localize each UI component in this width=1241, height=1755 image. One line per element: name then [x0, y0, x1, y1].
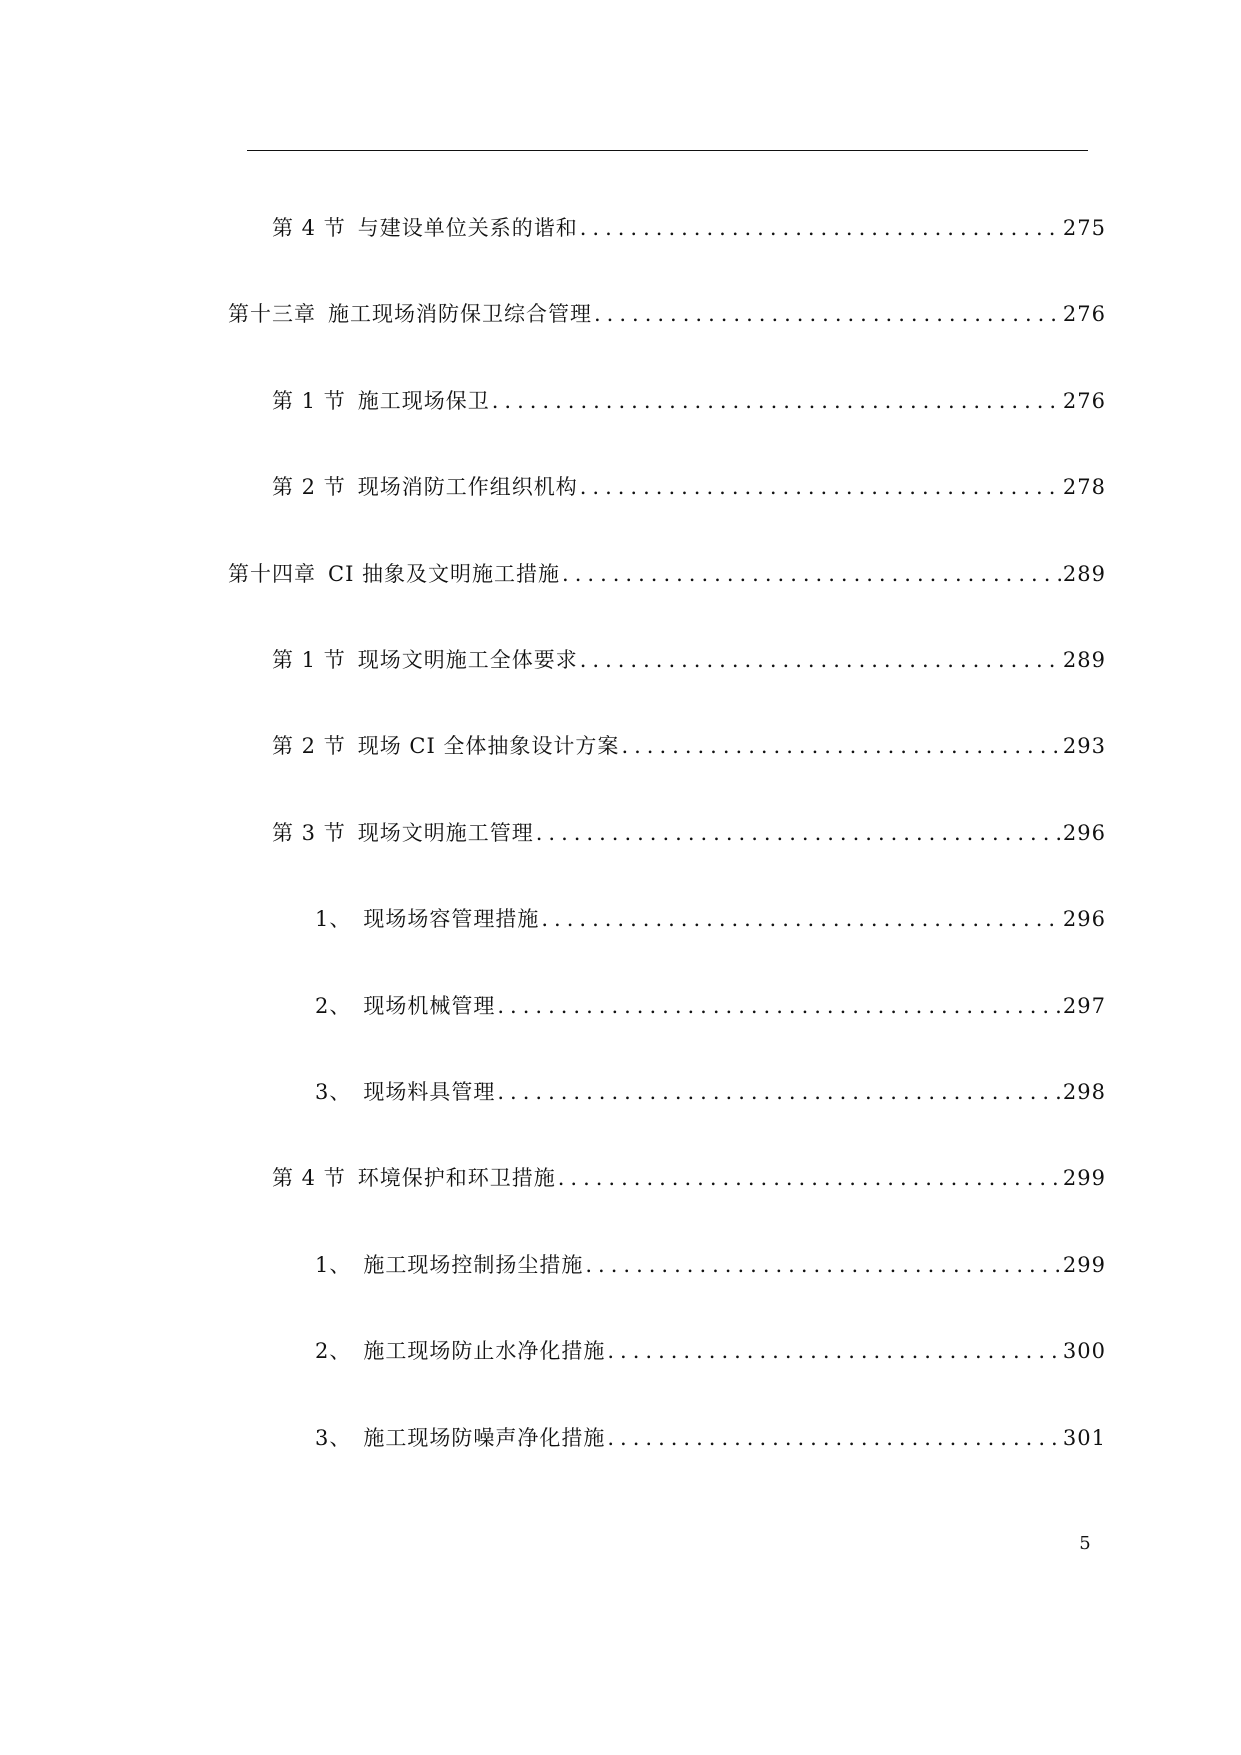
toc-dot-leader — [594, 296, 1061, 332]
toc-entry-title — [228, 296, 592, 332]
toc-dot-leader — [497, 988, 1061, 1024]
toc-dot-leader — [621, 728, 1060, 764]
toc-entry-text: 现场料具管理 — [363, 1080, 496, 1104]
toc-entry-page: 289 — [1062, 562, 1106, 586]
toc-entry-page: 296 — [1062, 821, 1106, 845]
toc-entry-text: CI 抽象及文明施工措施 — [328, 562, 561, 586]
toc-entry[interactable] — [228, 556, 1106, 592]
toc-entry-number: 2、 — [315, 1339, 352, 1363]
toc-entry-text: 现场文明施工管理 — [357, 821, 534, 845]
toc-entry[interactable] — [315, 1247, 1106, 1283]
toc-dot-leader — [580, 469, 1061, 505]
toc-entry-title — [272, 210, 578, 246]
toc-entry-text: 施工现场防止水净化措施 — [363, 1339, 606, 1363]
toc-entry[interactable] — [272, 469, 1106, 505]
toc-dot-leader — [607, 1333, 1061, 1369]
toc-entry-number: 3、 — [315, 1080, 352, 1104]
toc-entry[interactable] — [315, 988, 1106, 1024]
toc-dot-leader — [492, 383, 1061, 419]
toc-entry[interactable] — [228, 296, 1106, 332]
toc-entry-text: 施工现场控制扬尘措施 — [363, 1253, 584, 1277]
toc-entry-title — [228, 556, 560, 592]
toc-entry-title — [272, 383, 490, 419]
toc-entry[interactable] — [272, 1160, 1106, 1196]
toc-dot-leader — [497, 1074, 1061, 1110]
toc-entry-page: 276 — [1062, 389, 1106, 413]
toc-entry-title — [315, 1420, 605, 1456]
toc-entry-number: 1、 — [315, 907, 352, 931]
toc-entry[interactable] — [315, 1420, 1106, 1456]
toc-dot-leader — [558, 1160, 1061, 1196]
toc-entry-text: 施工现场防噪声净化措施 — [363, 1426, 606, 1450]
toc-entry-page: 289 — [1062, 648, 1106, 672]
toc-entry-text: 现场机械管理 — [363, 994, 496, 1018]
toc-entry-number: 3、 — [315, 1426, 352, 1450]
toc-entry-text: 环境保护和环卫措施 — [357, 1166, 556, 1190]
toc-entry[interactable] — [315, 901, 1106, 937]
toc-entry-page: 297 — [1062, 994, 1106, 1018]
toc-entry-page: 301 — [1062, 1426, 1106, 1450]
toc-entry[interactable] — [272, 642, 1106, 678]
toc-entry-title — [315, 1333, 605, 1369]
toc-entry-title — [315, 901, 539, 937]
toc-entry-title — [272, 1160, 556, 1196]
toc-entry-number: 第 2 节 — [272, 734, 346, 758]
toc-entry-page: 276 — [1062, 302, 1106, 326]
toc-entry[interactable] — [272, 383, 1106, 419]
toc-dot-leader — [580, 210, 1061, 246]
toc-entry-text: 与建设单位关系的谐和 — [357, 216, 578, 240]
toc-entry-text: 现场场容管理措施 — [363, 907, 540, 931]
toc-entry[interactable] — [272, 728, 1106, 764]
toc-entry-text: 现场文明施工全体要求 — [357, 648, 578, 672]
toc-entry-title — [315, 988, 495, 1024]
toc-entry-page: 298 — [1062, 1080, 1106, 1104]
toc-entry-number: 第 3 节 — [272, 821, 346, 845]
toc-entry-title — [315, 1247, 583, 1283]
toc-entry-text: 现场 CI 全体抽象设计方案 — [357, 734, 620, 758]
toc-dot-leader — [607, 1420, 1061, 1456]
toc-entry-title — [272, 642, 578, 678]
toc-entry-title — [272, 815, 534, 851]
toc-entry[interactable] — [315, 1074, 1106, 1110]
toc-entry-number: 1、 — [315, 1253, 352, 1277]
toc-entry-page: 299 — [1062, 1253, 1106, 1277]
toc-entry-page: 300 — [1062, 1339, 1106, 1363]
toc-dot-leader — [541, 901, 1061, 937]
toc-dot-leader — [562, 556, 1061, 592]
toc-dot-leader — [580, 642, 1061, 678]
page-number: 5 — [1079, 1533, 1091, 1554]
toc-entry-number: 2、 — [315, 994, 352, 1018]
toc-entry-number: 第十四章 — [228, 562, 316, 586]
toc-dot-leader — [536, 815, 1061, 851]
toc-entry-page: 296 — [1062, 907, 1106, 931]
toc-entry[interactable] — [272, 210, 1106, 246]
toc-entry-number: 第 4 节 — [272, 216, 346, 240]
toc-entry[interactable] — [272, 815, 1106, 851]
toc-entry-number: 第 4 节 — [272, 1166, 346, 1190]
toc-entry-number: 第 1 节 — [272, 648, 346, 672]
toc-entry-page: 278 — [1062, 475, 1106, 499]
toc-entry-text: 施工现场消防保卫综合管理 — [328, 302, 592, 326]
toc-entry-title — [315, 1074, 495, 1110]
toc-entry-page: 299 — [1062, 1166, 1106, 1190]
toc-entry-number: 第 2 节 — [272, 475, 346, 499]
toc-dot-leader — [585, 1247, 1061, 1283]
toc-entry-title — [272, 728, 619, 764]
toc-entry-page: 293 — [1062, 734, 1106, 758]
toc-entry-text: 施工现场保卫 — [357, 389, 490, 413]
toc-entry-page: 275 — [1062, 216, 1106, 240]
toc-entry-text: 现场消防工作组织机构 — [357, 475, 578, 499]
toc-entry-title — [272, 469, 578, 505]
toc-entry[interactable] — [315, 1333, 1106, 1369]
toc-entry-number: 第 1 节 — [272, 389, 346, 413]
toc-entry-number: 第十三章 — [228, 302, 316, 326]
